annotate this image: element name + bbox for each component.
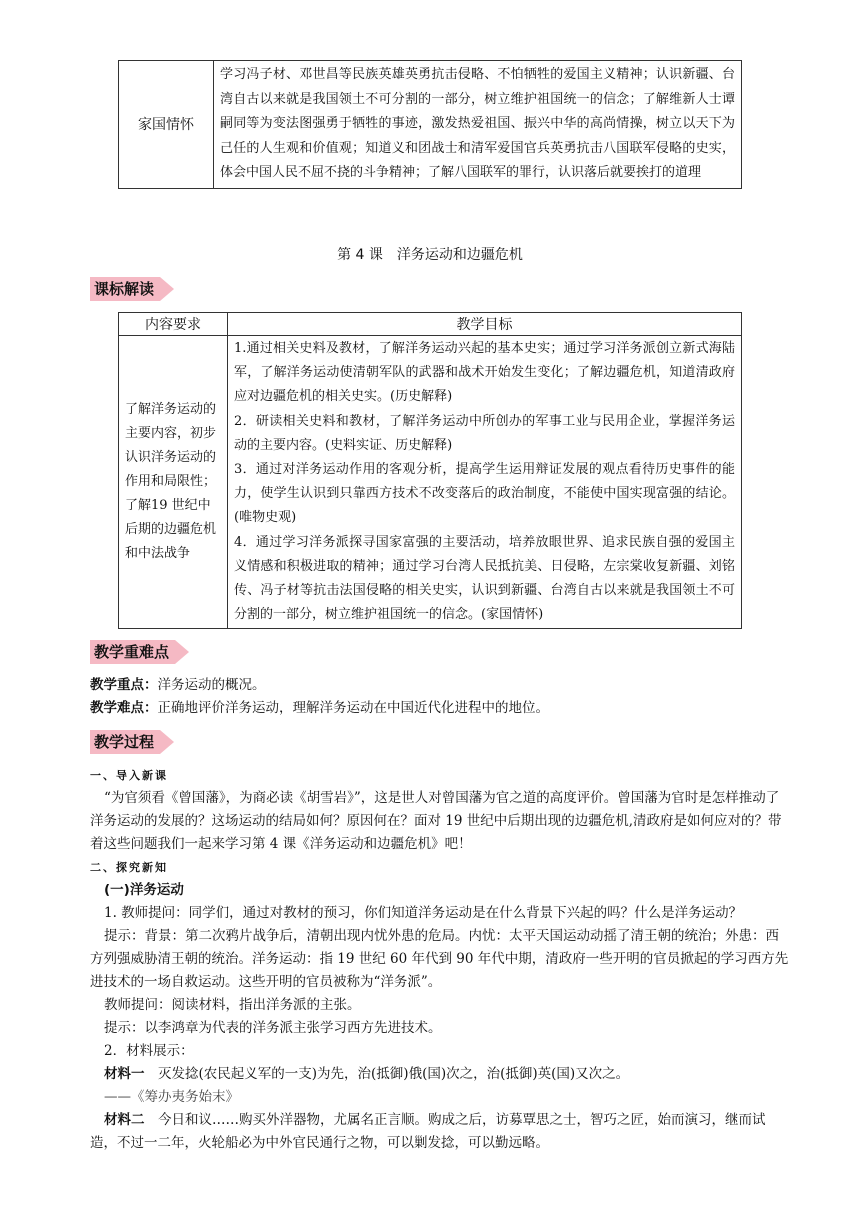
badge-keypoints [90, 640, 189, 664]
goals-cell [228, 336, 742, 629]
goal-item: 4．通过学习洋务派探寻国家富强的主要活动，培养放眼世界、追求民族自强的爱国主义情感和积极进取的精神；通过学习台湾人民抵抗美、日侵略，左宗棠收复新疆、刘铭传、冯子材等抗击法国侵略的相关史实，认识到新疆、台湾自古以来就是我国领土不可分割的一部分，树立维护祖国统一的信念。(家国情怀) [234, 534, 735, 623]
row-label: 家国情怀 [119, 61, 214, 189]
keypoints-section [90, 674, 790, 720]
goal-item: 3．通过对洋务运动作用的客观分析，提高学生运用辩证发展的观点看待历史事件的能力，使学生认识到只靠西方技术不改变落后的政治制度，不能使中国实现富强的结论。(唯物史观) [234, 462, 735, 526]
subsection-heading: (一)洋务运动 [104, 882, 184, 898]
difficult-point: 教学难点：正确地评价洋务运动，理解洋务运动在中国近代化进程中的地位。 [90, 700, 549, 716]
goal-item: 1.通过相关史料及教材，了解洋务运动兴起的基本史实；通过学习洋务派创立新式海陆军，了解洋务运动使清朝军队的武器和战术开始发生变化；了解边疆危机，知道清政府应对边疆危机的相关史实。(历史解释) [234, 341, 735, 405]
header-requirement: 内容要求 [119, 313, 228, 336]
badge-label: 教学过程 [90, 730, 160, 754]
teacher-question: 1. 教师提问：同学们，通过对教材的预习，你们知道洋务运动是在什么背景下兴起的吗？什么是洋务运动？ [104, 905, 743, 921]
section-heading: 二、探究新知 [90, 861, 168, 874]
curriculum-table [118, 312, 742, 629]
objectives-table-continued [118, 60, 742, 189]
header-goal: 教学目标 [228, 313, 742, 336]
badge-label: 课标解读 [90, 277, 160, 301]
goal-item: 2．研读相关史料和教材，了解洋务运动中所创办的军事工业与民用企业，掌握洋务运动的主要内容。(史料实证、历史解释) [234, 413, 735, 453]
key-point: 教学重点：洋务运动的概况。 [90, 677, 266, 693]
material-heading: 2．材料展示： [104, 1043, 194, 1059]
badge-arrow-icon [160, 277, 174, 301]
material-two: 材料二 今日和议……购买外洋器物，尤属名正言顺。购成之后，访募覃思之士，智巧之匠，始而演习，继而试造，不过一二年，火轮船必为中外官民通行之物，可以剿发捻，可以勤远略。 [90, 1112, 766, 1151]
badge-arrow-icon [175, 640, 189, 664]
process-section [90, 764, 790, 1155]
teacher-question: 教师提问：阅读材料，指出洋务派的主张。 [104, 997, 361, 1013]
table-row [119, 336, 742, 629]
table-row [119, 61, 742, 189]
row-content: 学习冯子材、邓世昌等民族英雄英勇抗击侵略、不怕牺牲的爱国主义精神；认识新疆、台湾自古以来就是我国领土不可分割的一部分，树立维护祖国统一的信念；了解维新人士谭嗣同等为变法图强勇于牺牲的事迹，激发热爱祖国、振兴中华的高尚情操，树立以天下为己任的人生观和价值观；知道义和团战士和清军爱国官兵英勇抗击八国联军侵略的史实，体会中国人民不屈不挠的斗争精神；了解八国联军的罪行，认识落后就要挨打的道理 [214, 61, 742, 189]
material-one: 材料一 灭发捻(农民起义军的一支)为先，治(抵御)俄(国)次之，治(抵御)英(国)又次之。 [104, 1066, 630, 1082]
material-source: ——《筹办夷务始末》 [104, 1089, 239, 1105]
hint-paragraph: 提示：背景：第二次鸦片战争后，清朝出现内忧外患的危局。内忧：太平天国运动动摇了清王朝的统治；外患：西方列强威胁清王朝的统治。洋务运动：指 19 世纪 60 年代到 90 年代中期，清政府一些开明的官员掀起的学习西方先进技术的一场自救运动。这些开明的官员被称为“洋务派”。 [90, 928, 789, 990]
requirement-cell: 了解洋务运动的主要内容，初步认识洋务运动的作用和局限性；了解19 世纪中后期的边疆危机和中法战争 [119, 336, 228, 629]
hint-paragraph: 提示：以李鸿章为代表的洋务派主张学习西方先进技术。 [104, 1020, 442, 1036]
badge-label: 教学重难点 [90, 640, 175, 664]
badge-standard [90, 277, 174, 301]
intro-paragraph: “为官须看《曾国藩》，为商必读《胡雪岩》”，这是世人对曾国藩为官之道的高度评价。曾国藩为官时是怎样推动了洋务运动的发展的？这场运动的结局如何？原因何在？面对 19 世纪中后期出现的边疆危机,清政府是如何应对的？带着这些问题我们一起来学习第 4 课《洋务运动和边疆危机》吧！ [90, 790, 782, 852]
lesson-title: 第 4 课 洋务运动和边疆危机 [337, 247, 523, 263]
table-header-row [119, 313, 742, 336]
badge-process [90, 730, 174, 754]
badge-arrow-icon [160, 730, 174, 754]
section-heading: 一、导入新课 [90, 769, 168, 782]
